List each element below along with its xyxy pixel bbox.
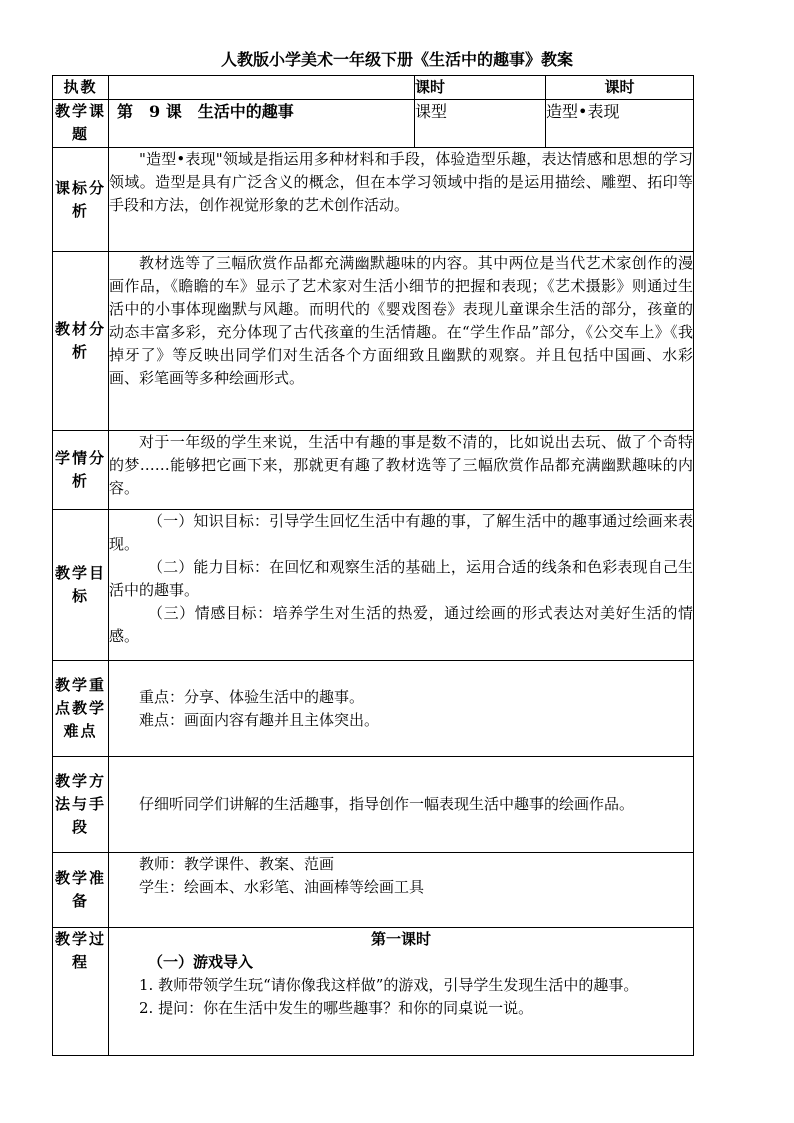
row-goals <box>53 510 694 661</box>
label-textbook: 教材分析 <box>53 252 109 431</box>
label-type: 课型 <box>415 100 546 148</box>
row-preparation <box>53 853 694 928</box>
label-teacher: 执教 <box>53 76 109 100</box>
teaching-preparation <box>109 853 694 928</box>
topic-value: 第 9 课 生活中的趣事 <box>109 100 415 148</box>
row-students <box>53 431 694 510</box>
label-topic: 教学课题 <box>53 100 109 148</box>
process-line-2: 2. 提问：你在生活中发生的哪些趣事？和你的同桌说一说。 <box>139 999 534 1017</box>
type-value: 造型•表现 <box>546 100 694 148</box>
teaching-methods <box>109 757 694 853</box>
document-title: 人教版小学美术一年级下册《生活中的趣事》教案 <box>220 50 573 69</box>
hours-value: 课时 <box>546 76 694 100</box>
teaching-process <box>109 928 694 1056</box>
goal-emotion: （三）情感目标：培养学生对生活的热爱，通过绘画的形式表达对美好生活的情感。 <box>109 604 693 645</box>
lesson-plan-table <box>52 75 694 1056</box>
students-text: 对于一年级的学生来说，生活中有趣的事是数不清的，比如说出去玩、做了个奇特的梦……能够把它画下来，那就更有趣了教材选等了三幅欣赏作品都充满幽默趣味的内容。 <box>109 433 693 497</box>
textbook-text: 教材选等了三幅欣赏作品都充满幽默趣味的内容。其中两位是当代艺术家创作的漫画作品，《瞻瞻的车》显示了艺术家对生活小细节的把握和表现；《艺术摄影》则通过生活中的小事体现幽默与风趣。而明代的《婴戏图卷》表现儿童课余生活的部分，孩童的动态丰富多彩，充分体现了古代孩童的生活情趣。在“学生作品”部分，《公交车上》《我掉牙了》等反映出同学们对生活各个方面细致且幽默的观察。并且包括中国画、水彩画、彩笔画等多种绘画形式。 <box>109 254 693 387</box>
row-teacher <box>53 76 694 100</box>
label-preparation: 教学准备 <box>53 853 109 928</box>
goal-knowledge: （一）知识目标：引导学生回忆生活中有趣的事，了解生活中的趣事通过绘画来表现。 <box>109 512 693 553</box>
row-process <box>53 928 694 1056</box>
curriculum-text: "造型•表现"领域是指运用多种材料和手段，体验造型乐趣，表达情感和思想的学习领域。造型是具有广泛含义的概念，但在本学习领域中指的是运用描绘、雕塑、拓印等手段和方法，创作视觉形象的艺术创作活动。 <box>109 150 693 214</box>
process-line-1: 1. 教师带领学生玩“请你像我这样做”的游戏，引导学生发现生活中的趣事。 <box>139 976 639 994</box>
row-methods <box>53 757 694 853</box>
teacher-value <box>109 76 415 100</box>
label-process: 教学过程 <box>53 928 109 1056</box>
row-textbook <box>53 252 694 431</box>
label-goals: 教学目标 <box>53 510 109 661</box>
textbook-analysis <box>109 252 694 431</box>
label-curriculum: 课标分析 <box>53 148 109 252</box>
row-topic <box>53 100 694 148</box>
label-key-points: 教学重点教学难点 <box>53 661 109 757</box>
difficult-point: 难点：画面内容有趣并且主体突出。 <box>139 710 380 729</box>
prep-student: 学生：绘画本、水彩笔、油画棒等绘画工具 <box>139 878 425 896</box>
label-students: 学情分析 <box>53 431 109 510</box>
student-analysis <box>109 431 694 510</box>
prep-teacher: 教师：教学课件、教案、范画 <box>139 855 335 873</box>
methods-text: 仔细听同学们讲解的生活趣事，指导创作一幅表现生活中趣事的绘画作品。 <box>139 795 635 813</box>
step-title: （一）游戏导入 <box>148 953 254 971</box>
label-methods: 教学方法与手段 <box>53 757 109 853</box>
goal-ability: （二）能力目标：在回忆和观察生活的基础上，运用合适的线条和色彩表现自己生活中的趣事。 <box>109 558 693 599</box>
curriculum-analysis <box>109 148 694 252</box>
row-key-points <box>53 661 694 757</box>
key-point: 重点：分享、体验生活中的趣事。 <box>139 687 365 706</box>
lesson-heading: 第一课时 <box>370 930 431 948</box>
row-curriculum <box>53 148 694 252</box>
key-points <box>109 661 694 757</box>
label-hours: 课时 <box>415 76 546 100</box>
teaching-goals <box>109 510 694 661</box>
